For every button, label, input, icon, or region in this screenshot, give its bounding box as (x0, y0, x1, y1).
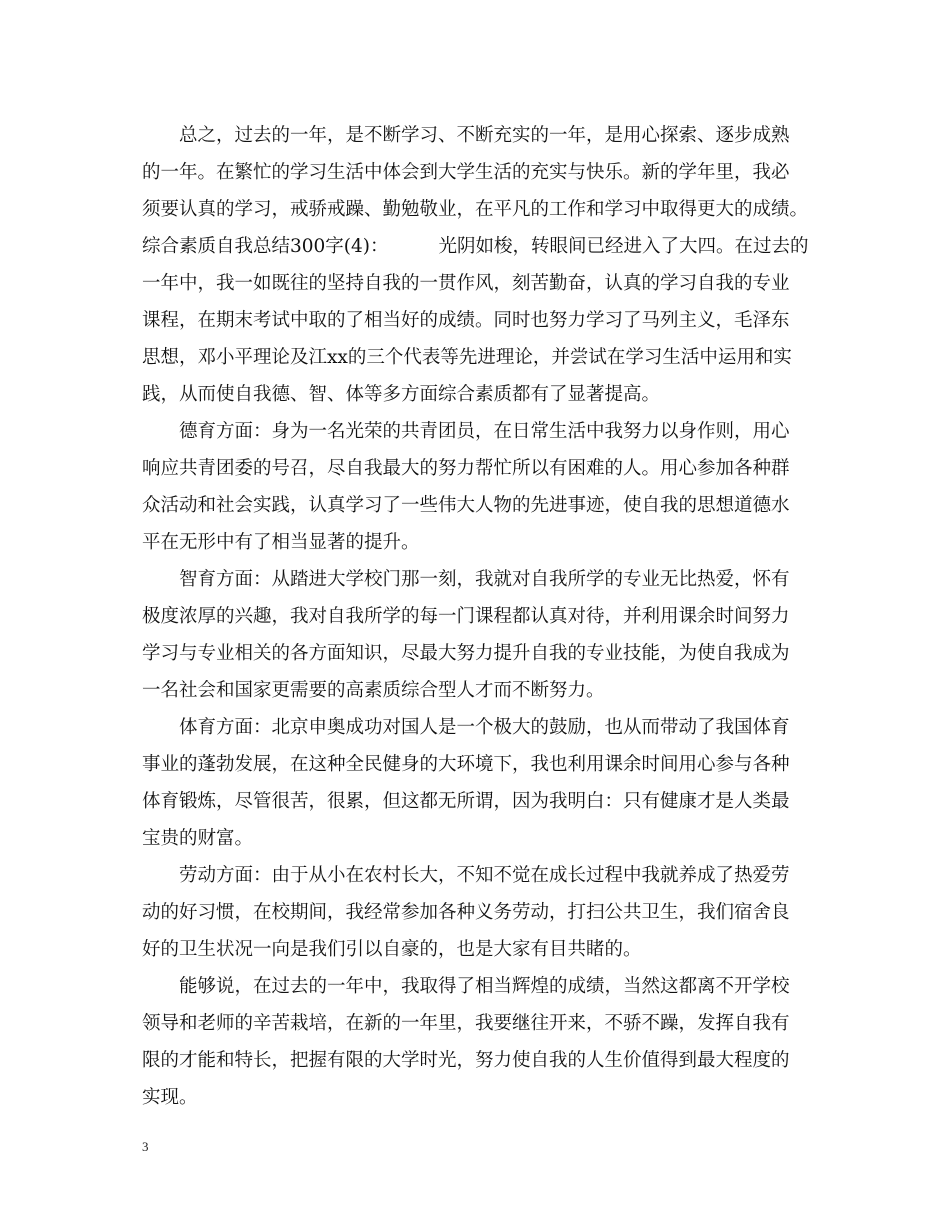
text-line: 一名社会和国家更需要的高素质综合型人才而不断努力。 (142, 680, 605, 701)
text-line: 智育方面：从踏进大学校门那一刻，我就对自我所学的专业无比热爱，怀有 (179, 569, 790, 590)
paragraph-summary (142, 117, 818, 228)
section-heading-line (142, 228, 818, 265)
text-line: 须要认真的学习，戒骄戒躁、勤勉敬业，在平凡的工作和学习中取得更大的成绩。 (142, 199, 809, 220)
text-line: 限的才能和特长，把握有限的大学时光，努力使自我的人生价值得到最大程度的 (142, 1050, 790, 1071)
text-line: 能够说，在过去的一年中，我取得了相当辉煌的成绩，当然这都离不开学校 (179, 976, 790, 997)
paragraph-moral-education (142, 413, 818, 561)
text-line: 动的好习惯，在校期间，我经常参加各种义务劳动，打扫公共卫生，我们宿舍良 (142, 902, 790, 923)
section-heading: 综合素质自我总结300字(4)： (142, 236, 389, 257)
paragraph-labor (142, 857, 818, 968)
text-line: 践，从而使自我德、智、体等多方面综合素质都有了显著提高。 (142, 384, 661, 405)
text-line: 体育锻炼，尽管很苦，很累，但这都无所谓，因为我明白：只有健康才是人类最 (142, 791, 790, 812)
text-line: 事业的蓬勃发展，在这种全民健身的大环境下，我也利用课余时间用心参与各种 (142, 754, 790, 775)
text-line: 众活动和社会实践，认真学习了一些伟大人物的先进事迹，使自我的思想道德水 (142, 495, 790, 516)
text-line: 光阴如梭，转眼间已经进入了大四。在过去的 (438, 236, 809, 257)
paragraph-conclusion (142, 968, 818, 1116)
text-line: 好的卫生状况一向是我们引以自豪的，也是大家有目共睹的。 (142, 939, 642, 960)
text-line: 实现。 (142, 1087, 198, 1108)
text-line: 宝贵的财富。 (142, 828, 254, 849)
text-line: 响应共青团委的号召，尽自我最大的努力帮忙所以有困难的人。用心参加各种群 (142, 458, 790, 479)
text-line: 思想，邓小平理论及江xx的三个代表等先进理论，并尝试在学习生活中运用和实 (142, 347, 792, 368)
text-line: 平在无形中有了相当显著的提升。 (142, 532, 420, 553)
text-line: 极度浓厚的兴趣，我对自我所学的每一门课程都认真对待，并利用课余时间努力 (142, 606, 790, 627)
text-line: 一年中，我一如既往的坚持自我的一贯作风，刻苦勤奋，认真的学习自我的专业 (142, 273, 790, 294)
document-body (142, 117, 818, 1116)
text-line: 的一年。在繁忙的学习生活中体会到大学生活的充实与快乐。新的学年里，我必 (142, 162, 790, 183)
text-line: 劳动方面：由于从小在农村长大，不知不觉在成长过程中我就养成了热爱劳 (179, 865, 790, 886)
text-line: 总之，过去的一年，是不断学习、不断充实的一年，是用心探索、逐步成熟 (179, 125, 790, 146)
text-line: 学习与专业相关的各方面知识，尽最大努力提升自我的专业技能，为使自我成为 (142, 643, 790, 664)
page-number: 3 (142, 1139, 149, 1154)
paragraph-physical-education (142, 709, 818, 857)
text-line: 体育方面：北京申奥成功对国人是一个极大的鼓励，也从而带动了我国体育 (179, 717, 790, 738)
paragraph-section-heading (142, 228, 818, 413)
text-line: 德育方面：身为一名光荣的共青团员，在日常生活中我努力以身作则，用心 (179, 421, 790, 442)
text-line: 课程，在期末考试中取的了相当好的成绩。同时也努力学习了马列主义，毛泽东 (142, 310, 790, 331)
paragraph-intellectual-education (142, 561, 818, 709)
text-line: 领导和老师的辛苦栽培，在新的一年里，我要继往开来，不骄不躁，发挥自我有 (142, 1013, 790, 1034)
